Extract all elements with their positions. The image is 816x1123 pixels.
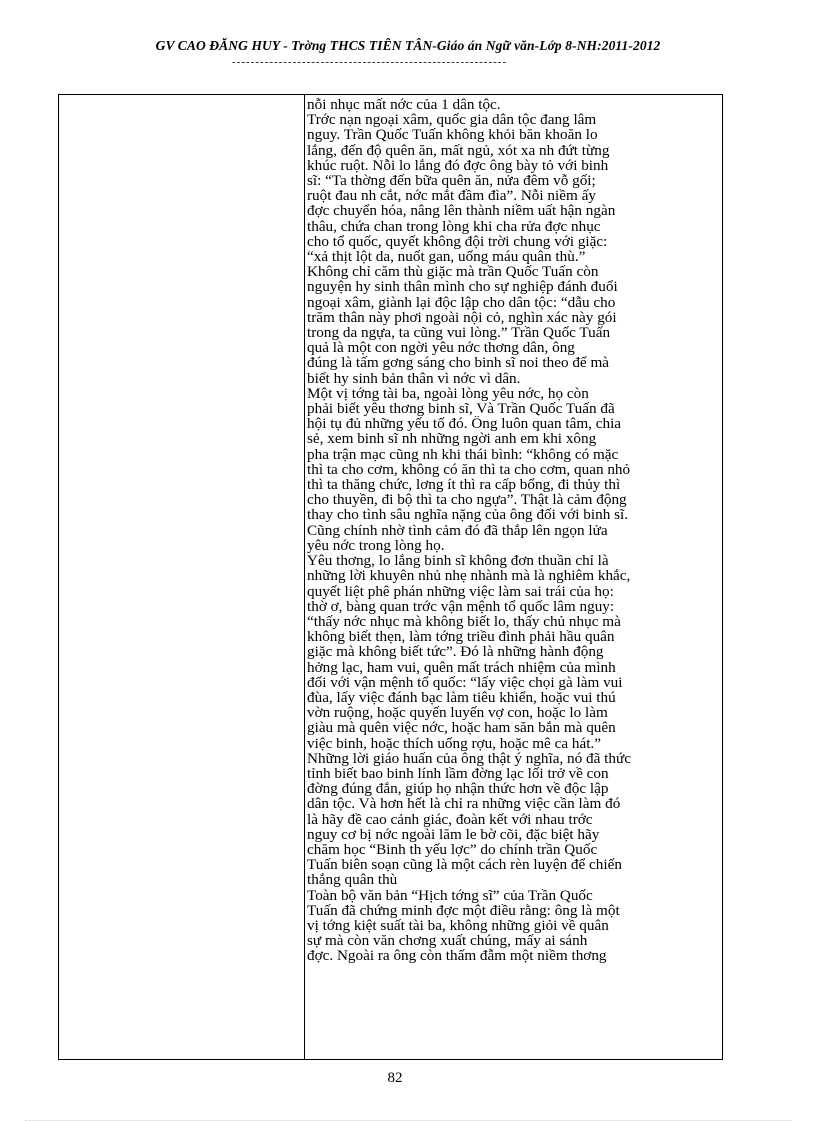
content-line: sĩ: “Ta thờng đến bữa quên ăn, nửa đêm vỗ gối; <box>307 173 596 189</box>
content-line: pha trận mạc cũng nh khi thái bình: “không có mặc <box>307 446 619 462</box>
content-line: đùa, lấy việc đánh bạc làm tiêu khiển, hoặc vui thú <box>307 689 616 706</box>
content-line: Toàn bộ văn bản “Hịch tớng sĩ” của Trần Quốc <box>307 887 593 903</box>
content-line: nguy. Trần Quốc Tuấn không khỏi băn khoăn lo <box>307 127 598 143</box>
content-line: không biết thẹn, làm tớng triều đình phải hầu quân <box>307 629 615 645</box>
content-line: thì ta thăng chức, lơng ít thì ra cấp bổng, đi thủy thì <box>307 477 621 493</box>
content-line: Không chỉ căm thù giặc mà trần Quốc Tuấn còn <box>307 264 599 280</box>
content-line: cho tổ quốc, quyết không đội trời chung với giặc: <box>307 233 608 250</box>
content-line: giặc mà không biết tức”. Đó là những hành động <box>307 644 604 660</box>
content-line: biết hy sinh bản thân vì nớc vì dân. <box>307 370 521 386</box>
lesson-content-cell <box>307 97 719 1059</box>
content-line: Trớc nạn ngoại xâm, quốc gia dân tộc đang lâm <box>307 112 597 128</box>
content-line: ngoại xâm, giành lại độc lập cho dân tộc: “dẫu cho <box>307 294 616 310</box>
content-line: trăm thân này phơi ngoài nội cỏ, nghìn xác này gói <box>307 309 617 326</box>
content-line: Những lời giáo huấn của ông thật ý nghĩa, nó đã thức <box>307 750 631 766</box>
content-line: Yêu thơng, lo lắng binh sĩ không đơn thuần chỉ là <box>307 553 609 569</box>
content-line: trong da ngựa, ta cũng vui lòng.” Trần Quốc Tuấn <box>307 325 611 341</box>
header-dash-rule: ----------------------------------------------------------- <box>232 56 508 68</box>
content-line: lắng, đến độ quên ăn, mất ngủ, xót xa nh đứt từng <box>307 142 610 158</box>
content-line: “thấy nớc nhục mà không biết lo, thấy chủ nhục mà <box>307 613 621 630</box>
content-line: phải biết yêu thơng binh sĩ, Và Trần Quốc Tuấn đã <box>307 401 615 417</box>
column-divider <box>304 95 305 1059</box>
content-line: nguyện hy sinh thân mình cho sự nghiệp đánh đuổi <box>307 279 618 295</box>
page-header: GV CAO ĐĂNG HUY - Trờng THCS TIÊN TÂN-Giáo án Ngữ văn-Lớp 8-NH:2011-2012 <box>155 38 661 53</box>
content-line: thâu, chứa chan trong lòng khi cha rửa đợc nhục <box>307 218 601 234</box>
content-line: đúng là tấm gơng sáng cho binh sĩ noi theo để mà <box>307 355 610 371</box>
content-line: yêu nớc trong lòng họ. <box>307 537 445 554</box>
content-line: Tuấn biên soạn cũng là một cách rèn luyện để chiến <box>307 857 622 873</box>
lesson-table <box>58 94 723 1060</box>
content-line: hội tụ đủ những yếu tố đó. Ông luôn quan tâm, chia <box>307 416 622 432</box>
content-line: sự mà còn văn chơng xuất chúng, mấy ai sánh <box>307 933 588 949</box>
content-line: khúc ruột. Nỗi lo lắng đó đợc ông bày tỏ với binh <box>307 157 609 174</box>
content-line: quả là một con ngời yêu nớc thơng dân, ông <box>307 340 575 356</box>
content-line: Một vị tớng tài ba, ngoài lòng yêu nớc, họ còn <box>307 385 589 402</box>
content-line: chăm học “Binh th yếu lợc” do chính trần Quốc <box>307 841 598 858</box>
content-line: cho thuyền, đi bộ thì ta cho ngựa”. Thật là cảm động <box>307 492 627 508</box>
content-line: là hãy đề cao cảnh giác, đoàn kết với nhau trớc <box>307 811 593 827</box>
content-line: thắng quân thù <box>307 872 398 888</box>
content-line: thờ ơ, bàng quan trớc vận mệnh tổ quốc lâm nguy: <box>307 598 615 614</box>
content-line: đợc. Ngoài ra ông còn thấm đẫm một niềm thơng <box>307 948 607 964</box>
content-line: sẻ, xem binh sĩ nh những ngời anh em khi xông <box>307 431 597 447</box>
content-line: ruột đau nh cắt, nớc mắt đầm đìa”. Nỗi niềm ấy <box>307 188 596 204</box>
content-line: hởng lạc, ham vui, quên mất trách nhiệm của mình <box>307 659 616 675</box>
content-line: dân tộc. Và hơn hết là chỉ ra những việc cần làm đó <box>307 796 621 812</box>
content-line: đối với vận mệnh tổ quốc: “lấy việc chọi gà làm vui <box>307 674 623 690</box>
content-line: “xả thịt lột da, nuốt gan, uống máu quân thù.” <box>307 249 586 265</box>
content-line: nguy cơ bị nớc ngoài lăm le bờ cõi, đặc biệt hãy <box>307 826 600 842</box>
content-line: việc binh, hoặc thích uống rợu, hoặc mê ca hát.” <box>307 735 601 751</box>
content-line: đờng đúng đắn, giúp họ nhận thức hơn về độc lập <box>307 781 609 797</box>
page-number: 82 <box>387 1070 403 1086</box>
content-line: đợc chuyển hóa, nâng lên thành niềm uất hận ngàn <box>307 203 616 219</box>
content-line: thì ta cho cơm, không có ăn thì ta cho cơm, quan nhỏ <box>307 461 631 478</box>
content-line: giàu mà quên việc nớc, hoặc ham săn bắn mà quên <box>307 720 616 736</box>
content-line: vị tớng kiệt suất tài ba, không những giỏi về quân <box>307 917 609 934</box>
content-line: thay cho tình sâu nghĩa nặng của ông đối với binh sĩ. <box>307 507 629 523</box>
content-line: Cũng chính nhờ tình cảm đó đã thắp lên ngọn lửa <box>307 522 608 538</box>
content-line: quyết liệt phê phán những việc làm sai trái của họ: <box>307 583 614 599</box>
bottom-rule <box>25 1120 791 1121</box>
content-line: nỗi nhục mất nớc của 1 dân tộc. <box>307 97 501 113</box>
content-line: tỉnh biết bao binh lính lầm đờng lạc lối trở về con <box>307 765 609 782</box>
content-line: những lời khuyên nhủ nhẹ nhành mà là nghiêm khắc, <box>307 568 631 584</box>
content-line: vờn ruộng, hoặc quyến luyến vợ con, hoặc lo làm <box>307 705 608 721</box>
content-line: Tuấn đã chứng minh đợc một điều rằng: ông là một <box>307 902 620 918</box>
